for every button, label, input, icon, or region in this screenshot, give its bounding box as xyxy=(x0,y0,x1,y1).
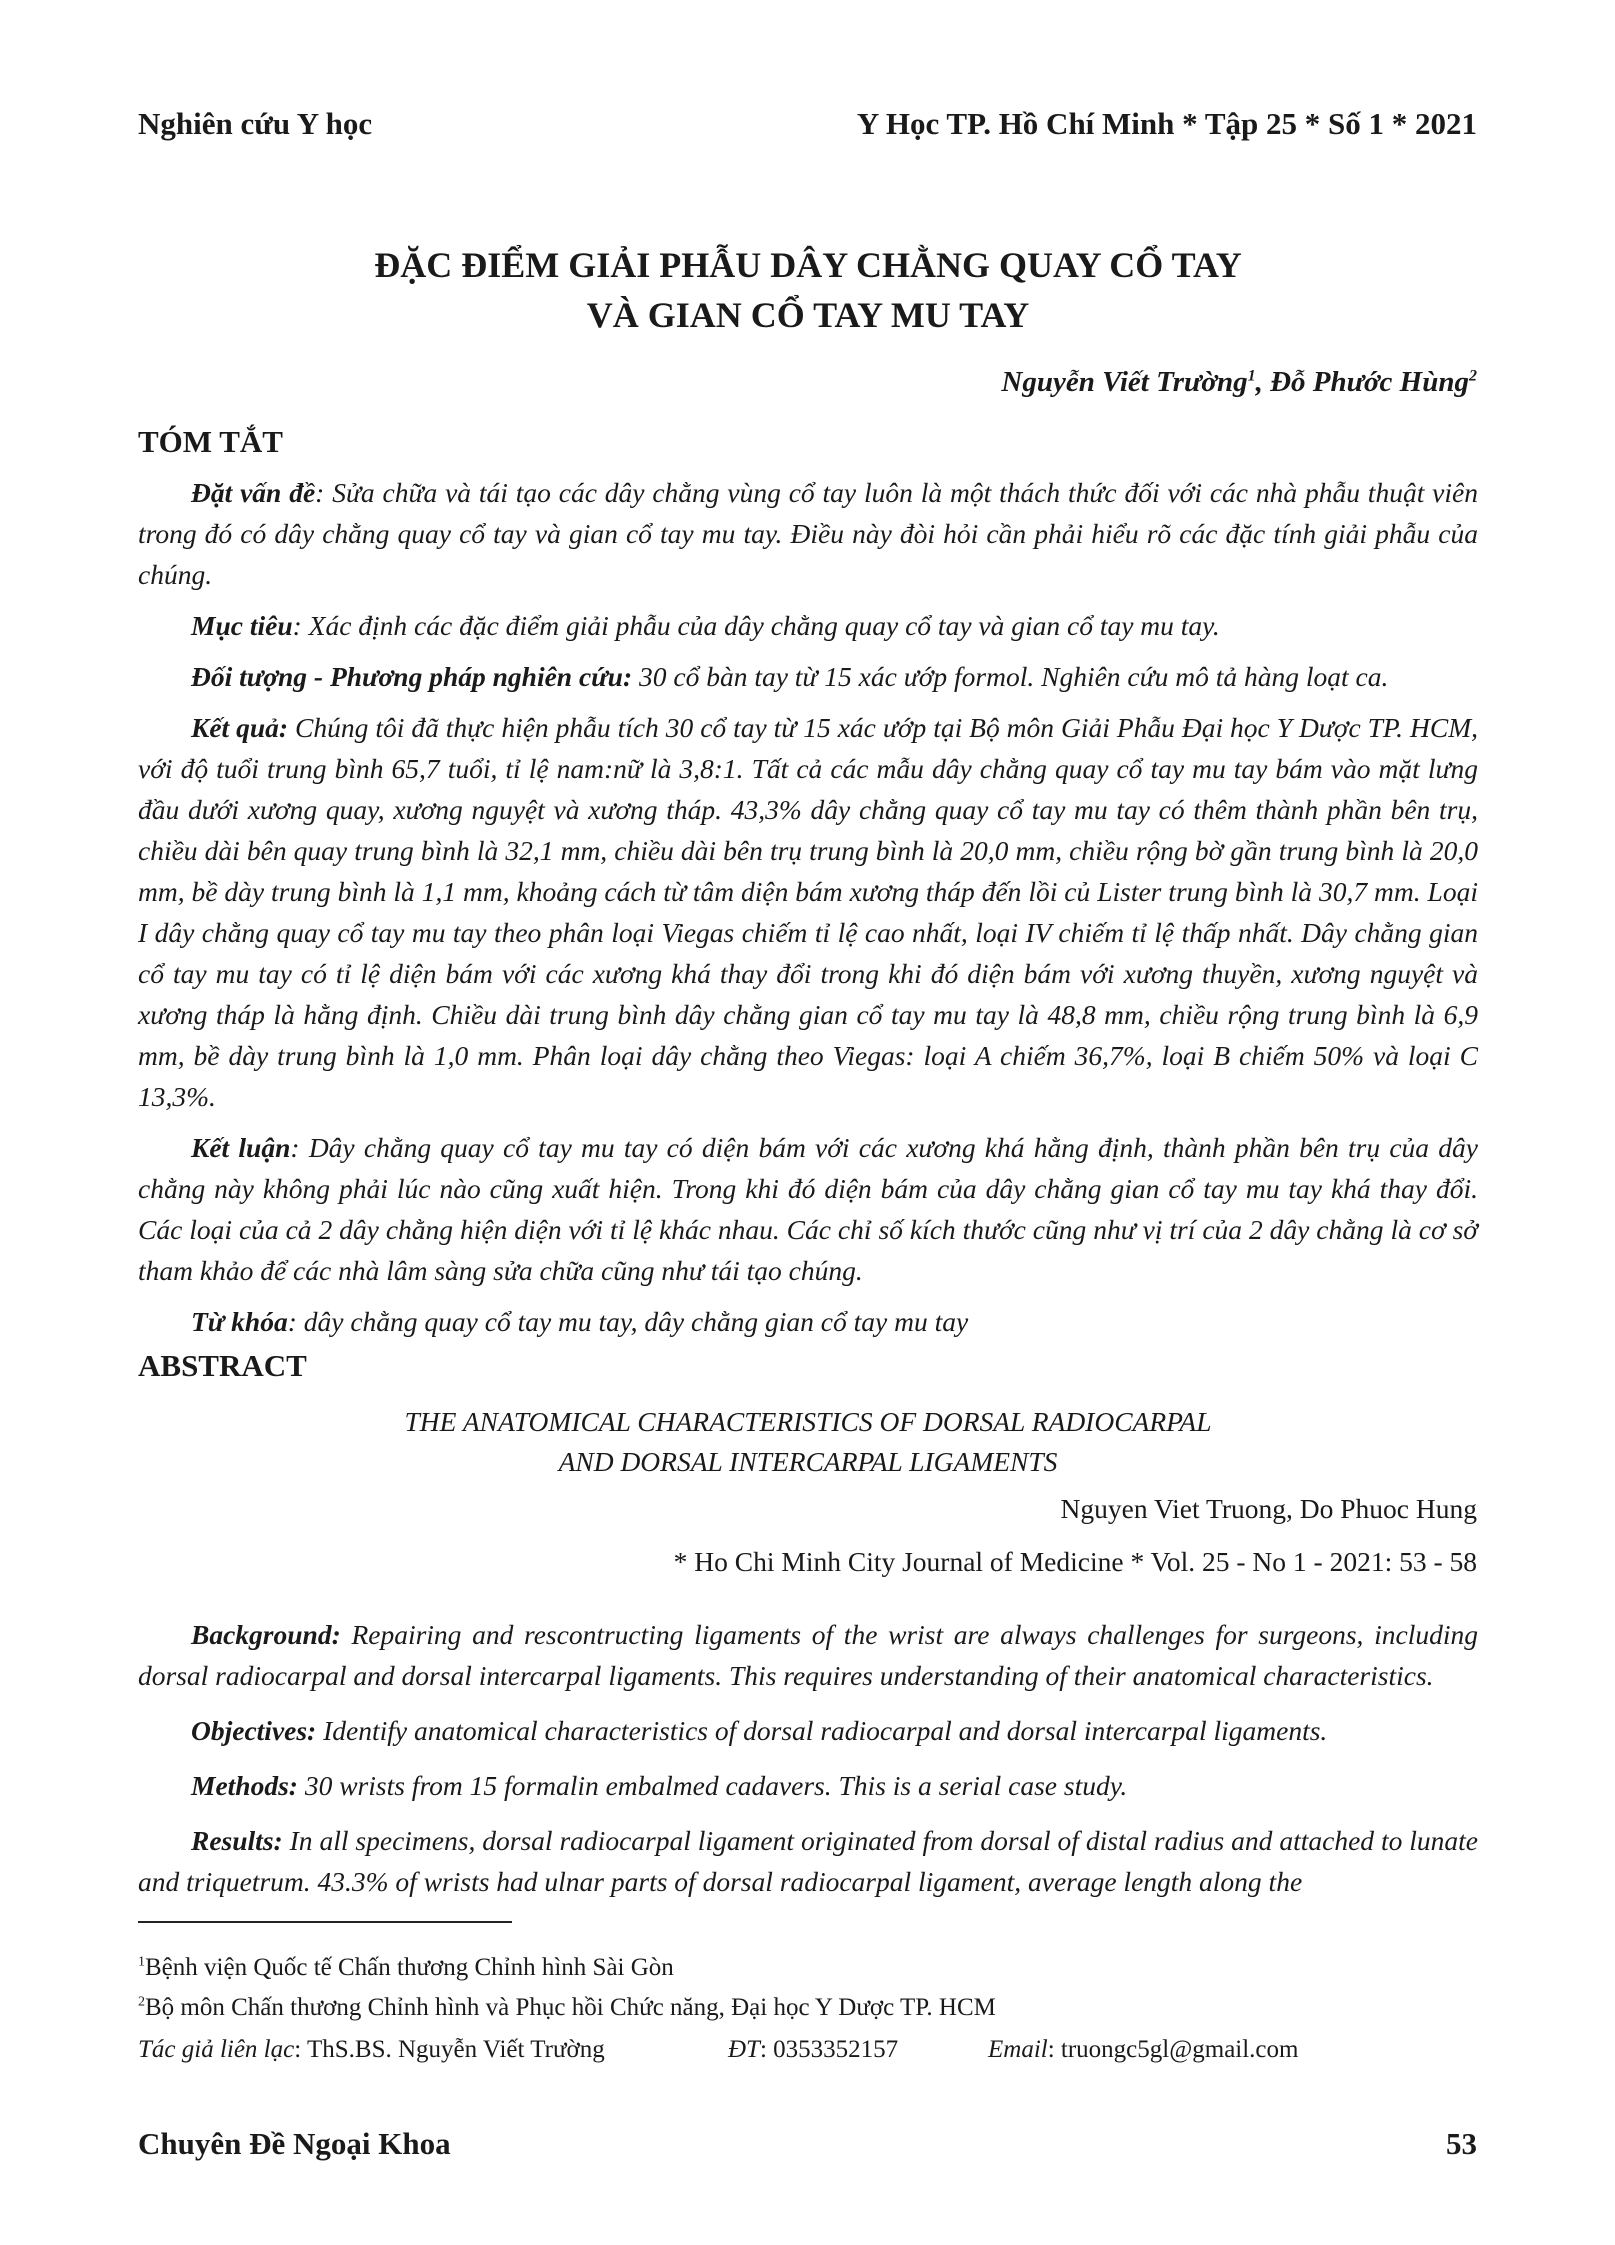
footnote-marker: 1 xyxy=(138,1954,145,1970)
summary-text: Xác định các đặc điểm giải phẫu của dây chằng quay cổ tay và gian cổ tay mu tay. xyxy=(308,610,1220,641)
summary-text: 30 cổ bàn tay từ 15 xác ướp formol. Nghiên cứu mô tả hàng loạt ca. xyxy=(638,661,1389,692)
author-separator: , xyxy=(1255,366,1271,398)
keywords-text: dây chằng quay cổ tay mu tay, dây chằng gian cổ tay mu tay xyxy=(303,1306,969,1337)
summary-label: Kết luận xyxy=(191,1132,291,1163)
abstract-text: In all specimens, dorsal radiocarpal ligament originated from dorsal of distal radius and attached to lunate and triquetrum. 43.3% of wrists had ulnar parts of dorsal radiocarpal ligament, average length along the xyxy=(138,1825,1479,1897)
author-1-affiliation: 1 xyxy=(1247,367,1256,385)
abstract-label: Background: xyxy=(191,1619,341,1650)
english-title-line-2: AND DORSAL INTERCARPAL LIGAMENTS xyxy=(558,1446,1058,1477)
abstract-label: Methods: xyxy=(191,1770,298,1801)
email-label: Email xyxy=(988,2036,1048,2063)
abstract-heading: ABSTRACT xyxy=(138,1348,307,1383)
keywords-paragraph xyxy=(138,1301,1478,1342)
running-footer-left: Chuyên Đề Ngoại Khoa xyxy=(138,2126,451,2161)
abstract-label: Results: xyxy=(191,1825,283,1856)
abstract-paragraph xyxy=(138,1820,1478,1902)
summary-paragraph xyxy=(138,707,1478,1117)
author-2-affiliation: 2 xyxy=(1469,367,1477,385)
abstract-body xyxy=(138,1614,1478,1916)
summary-paragraph xyxy=(138,605,1478,646)
page-number: 53 xyxy=(1446,2126,1477,2161)
contact-value: : ThS.BS. Nguyễn Viết Trường xyxy=(294,2036,605,2063)
footnote-affiliation-2 xyxy=(138,1994,996,2022)
summary-label: Đối tượng - Phương pháp nghiên cứu: xyxy=(191,661,633,692)
author-list xyxy=(1001,366,1477,399)
contact-label: Tác giả liên lạc xyxy=(138,2036,295,2063)
author-2: Đỗ Phước Hùng xyxy=(1270,366,1469,398)
footnote-text: Bệnh viện Quốc tế Chấn thương Chỉnh hình Sài Gòn xyxy=(145,1954,674,1981)
contact-phone xyxy=(728,2036,988,2064)
summary-body xyxy=(138,472,1478,1352)
abstract-paragraph xyxy=(138,1710,1478,1751)
summary-label: Đặt vấn đề xyxy=(191,477,316,508)
label-separator: : xyxy=(287,1306,304,1337)
phone-label: ĐT xyxy=(728,2036,760,2063)
footnote-text: Bộ môn Chấn thương Chỉnh hình và Phục hồi Chức năng, Đại học Y Dược TP. HCM xyxy=(145,1994,996,2021)
abstract-paragraph xyxy=(138,1614,1478,1696)
summary-label: Mục tiêu xyxy=(191,610,293,641)
english-authors: Nguyen Viet Truong, Do Phuoc Hung xyxy=(1060,1493,1477,1524)
abstract-text: 30 wrists from 15 formalin embalmed cadavers. This is a serial case study. xyxy=(304,1770,1128,1801)
summary-text: Chúng tôi đã thực hiện phẫu tích 30 cổ tay từ 15 xác ướp tại Bộ môn Giải Phẫu Đại học Y Dược TP. HCM, với độ tuổi trung bình 65,7 tuổi, tỉ lệ nam:nữ là 3,8:1. Tất cả các mẫu dây chằng quay cổ tay mu tay bám vào mặt lưng đầu dưới xương quay, xương nguyệt và xương tháp. 43,3% dây chằng quay cổ tay mu tay có thêm thành phần bên trụ, chiều dài bên quay trung bình là 32,1 mm, chiều dài bên trụ trung bình là 20,0 mm, chiều rộng bờ gần trung bình là 20,0 mm, bề dày trung bình là 1,1 mm, khoảng cách từ tâm diện bám xương tháp đến lồi củ Lister trung bình là 30,7 mm. Loại I dây chằng quay cổ tay mu tay theo phân loại Viegas chiếm tỉ lệ cao nhất, loại IV chiếm tỉ lệ thấp nhất. Dây chằng gian cổ tay mu tay có tỉ lệ diện bám với các xương khá thay đổi trong khi đó diện bám với xương thuyền, xương nguyệt và xương tháp là hằng định. Chiều dài trung bình dây chằng gian cổ tay mu tay là 48,8 mm, chiều rộng trung bình là 6,9 mm, bề dày trung bình là 1,0 mm. Phân loại dây chằng theo Viegas: loại A chiếm 36,7%, loại B chiếm 50% và loại C 13,3%. xyxy=(138,712,1478,1112)
summary-label: Kết quả: xyxy=(191,712,289,743)
label-separator xyxy=(632,661,639,692)
journal-citation: * Ho Chi Minh City Journal of Medicine * Vol. 25 - No 1 - 2021: 53 - 58 xyxy=(673,1546,1477,1577)
label-separator: : xyxy=(315,477,333,508)
summary-heading: TÓM TẮT xyxy=(138,424,283,459)
abstract-label: Objectives: xyxy=(191,1715,317,1746)
label-separator: : xyxy=(290,1132,309,1163)
abstract-text: Identify anatomical characteristics of dorsal radiocarpal and dorsal intercarpal ligaments. xyxy=(323,1715,1328,1746)
footnote-affiliation-1 xyxy=(138,1954,674,1982)
english-title-line-1: THE ANATOMICAL CHARACTERISTICS OF DORSAL RADIOCARPAL xyxy=(404,1406,1212,1437)
summary-paragraph xyxy=(138,656,1478,697)
summary-paragraph xyxy=(138,1127,1478,1291)
footnote-marker: 2 xyxy=(138,1994,145,2010)
footnote-divider xyxy=(138,1921,512,1923)
paper-title-line-2: VÀ GIAN CỔ TAY MU TAY xyxy=(586,295,1030,335)
contact-email xyxy=(988,2036,1298,2064)
summary-text: Sửa chữa và tái tạo các dây chằng vùng cổ tay luôn là một thách thức đối với các nhà phẫu thuật viên trong đó có dây chằng quay cổ tay và gian cổ tay mu tay. Điều này đòi hỏi cần phải hiểu rõ các đặc tính giải phẫu của chúng. xyxy=(138,477,1478,590)
phone-value: : 0353352157 xyxy=(759,2036,899,2063)
paper-title-line-1: ĐẶC ĐIỂM GIẢI PHẪU DÂY CHẰNG QUAY CỔ TAY xyxy=(374,245,1242,285)
summary-paragraph xyxy=(138,472,1478,595)
abstract-paragraph xyxy=(138,1765,1478,1806)
contact-author xyxy=(138,2036,728,2064)
running-header-right: Y Học TP. Hồ Chí Minh * Tập 25 * Số 1 * 2021 xyxy=(856,106,1477,141)
author-1: Nguyễn Viết Trường xyxy=(1001,366,1248,398)
email-value: : truongc5gl@gmail.com xyxy=(1047,2036,1299,2063)
running-header-left: Nghiên cứu Y học xyxy=(138,106,373,141)
keywords-label: Từ khóa xyxy=(191,1306,288,1337)
paper-title xyxy=(138,240,1478,340)
label-separator xyxy=(288,712,295,743)
english-title xyxy=(138,1402,1478,1482)
footnote-contact xyxy=(138,2036,1478,2064)
summary-text: Dây chằng quay cổ tay mu tay có diện bám với các xương khá hằng định, thành phần bên trụ của dây chằng này không phải lúc nào cũng xuất hiện. Trong khi đó diện bám của dây chằng gian cổ tay mu tay khá thay đổi. Các loại của cả 2 dây chằng hiện diện với tỉ lệ khác nhau. Các chỉ số kích thước cũng như vị trí của 2 dây chằng là cơ sở tham khảo để các nhà lâm sàng sửa chữa cũng như tái tạo chúng. xyxy=(138,1132,1478,1286)
abstract-text: Repairing and rescontructing ligaments of the wrist are always challenges for surgeons, including dorsal radiocarpal and dorsal intercarpal ligaments. This requires understanding of their anatomical characteristics. xyxy=(138,1619,1478,1691)
label-separator: : xyxy=(292,610,309,641)
